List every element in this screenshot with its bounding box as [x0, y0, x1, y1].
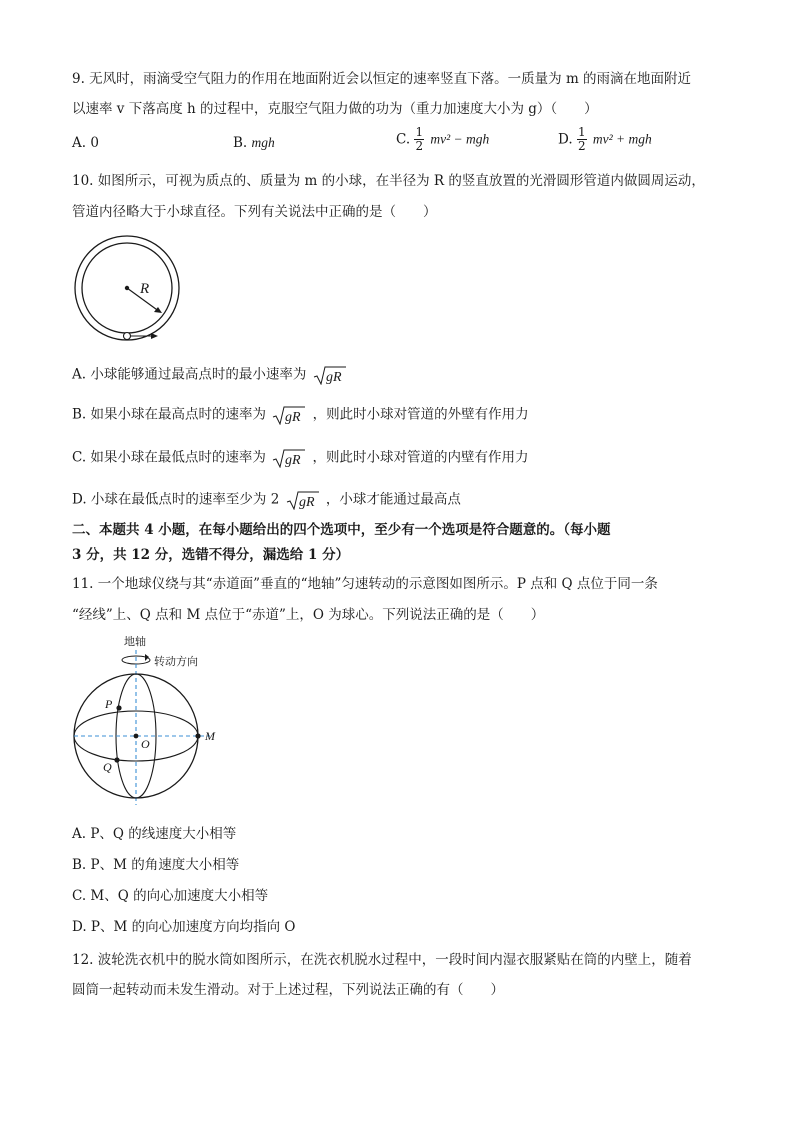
- sqrt-gR: [313, 365, 347, 385]
- q9-stem-line2: 以速率 v 下落高度 h 的过程中，克服空气阻力做的功为（重力加速度大小为 g）（ ）: [72, 101, 598, 117]
- sqrt-symbol: [286, 490, 320, 510]
- ball: [124, 333, 131, 340]
- label-q: Q: [103, 760, 112, 774]
- q9-option-a: A. 0: [72, 135, 99, 151]
- label-p: P: [105, 697, 113, 711]
- q12-stem-line1: 12. 波轮洗衣机中的脱水筒如图所示，在洗衣机脱水过程中，一段时间内湿衣服紧贴在筒的内壁上，随着: [72, 952, 692, 968]
- q10-option-b-tail: ，则此时小球对管道的外壁有作用力: [312, 406, 529, 423]
- q10-option-d: [72, 490, 461, 510]
- q9-option-b-expr: mgh: [251, 135, 275, 150]
- q9-option-b-label: B.: [233, 135, 248, 151]
- circular-pipe-figure: [70, 232, 190, 344]
- sqrt-symbol: [313, 365, 347, 385]
- q9-option-c-fraction: [414, 126, 424, 153]
- rotation-direction-label: 转动方向: [154, 655, 198, 668]
- q11-option-a: A. P、Q 的线速度大小相等: [72, 826, 237, 842]
- q9-option-c: [396, 126, 489, 153]
- globe-figure: [70, 630, 230, 818]
- q9-option-c-expr: mv² − mgh: [430, 131, 490, 147]
- sqrt-radicand: gR: [298, 495, 315, 510]
- sqrt-radicand: gR: [325, 370, 342, 385]
- point-q: [114, 757, 119, 762]
- sqrt-radicand: gR: [285, 453, 301, 468]
- radius-label: R: [140, 281, 150, 297]
- sqrt-gR: [286, 490, 320, 510]
- q10-option-b-text: B. 如果小球在最高点时的速率为: [72, 406, 267, 423]
- q11-option-d: D. P、M 的向心加速度方向均指向 O: [72, 919, 296, 935]
- q10-option-d-tail: ，小球才能通过最高点: [325, 491, 461, 508]
- q10-option-c: [72, 448, 529, 468]
- q10-option-b: [72, 405, 529, 425]
- sqrt-symbol: [272, 405, 306, 425]
- q9-option-d-expr: mv² + mgh: [592, 131, 652, 147]
- section-2-heading-line2: 3 分，共 12 分，选错不得分，漏选给 1 分）: [72, 547, 350, 563]
- point-o: [134, 734, 139, 739]
- q10-stem-line1: 10. 如图所示，可视为质点的、质量为 m 的小球，在半径为 R 的竖直放置的光滑圆形管道内做圆周运动，: [72, 173, 705, 189]
- rotation-arrowhead: [145, 654, 149, 661]
- fraction-numerator: 1: [577, 125, 586, 139]
- q9-option-b: [233, 134, 275, 152]
- q9-option-c-label: C.: [396, 131, 411, 148]
- sqrt-radicand: gR: [285, 410, 301, 425]
- q10-option-a: [72, 365, 349, 385]
- q10-option-c-text: C. 如果小球在最低点时的速率为: [72, 449, 266, 466]
- q12-stem-line2: 圆筒一起转动而未发生滑动。对于上述过程，下列说法正确的有（ ）: [72, 982, 504, 998]
- sqrt-symbol: [272, 448, 306, 468]
- earth-axis-label: 地轴: [124, 635, 146, 648]
- q11-stem-line1: 11. 一个地球仪绕与其“赤道面”垂直的“地轴”匀速转动的示意图如图所示。P 点和 Q 点位于同一条: [72, 576, 658, 592]
- q10-option-d-text: D. 小球在最低点时的速率至少为 2: [72, 491, 280, 508]
- fraction-denominator: 2: [577, 139, 586, 153]
- q9-option-d-label: D.: [558, 131, 573, 148]
- q10-option-c-tail: ，则此时小球对管道的内壁有作用力: [312, 449, 529, 466]
- sqrt-gR: [272, 448, 306, 468]
- q10-option-a-text: A. 小球能够通过最高点时的最小速率为: [72, 366, 307, 383]
- section-2-heading-line1: 二、本题共 4 小题，在每小题给出的四个选项中，至少有一个选项是符合题意的。（每小题: [72, 522, 611, 538]
- label-o: O: [141, 737, 150, 751]
- fraction-numerator: 1: [415, 125, 424, 139]
- label-m: M: [205, 729, 215, 743]
- fraction-denominator: 2: [415, 139, 424, 153]
- sqrt-gR: [272, 405, 306, 425]
- point-m: [195, 733, 200, 738]
- q11-option-c: C. M、Q 的向心加速度大小相等: [72, 888, 269, 904]
- q9-option-d: [558, 126, 652, 153]
- point-p: [116, 705, 121, 710]
- q11-stem-line2: “经线”上、Q 点和 M 点位于“赤道”上，O 为球心。下列说法正确的是（ ）: [72, 607, 545, 623]
- q10-stem-line2: 管道内径略大于小球直径。下列有关说法中正确的是（ ）: [72, 204, 437, 220]
- velocity-arrowhead: [151, 333, 158, 339]
- q9-stem-line1: 9. 无风时，雨滴受空气阻力的作用在地面附近会以恒定的速率竖直下落。一质量为 m 的雨滴在地面附近: [72, 71, 692, 87]
- q11-option-b: B. P、M 的角速度大小相等: [72, 857, 240, 873]
- q9-option-d-fraction: [577, 126, 587, 153]
